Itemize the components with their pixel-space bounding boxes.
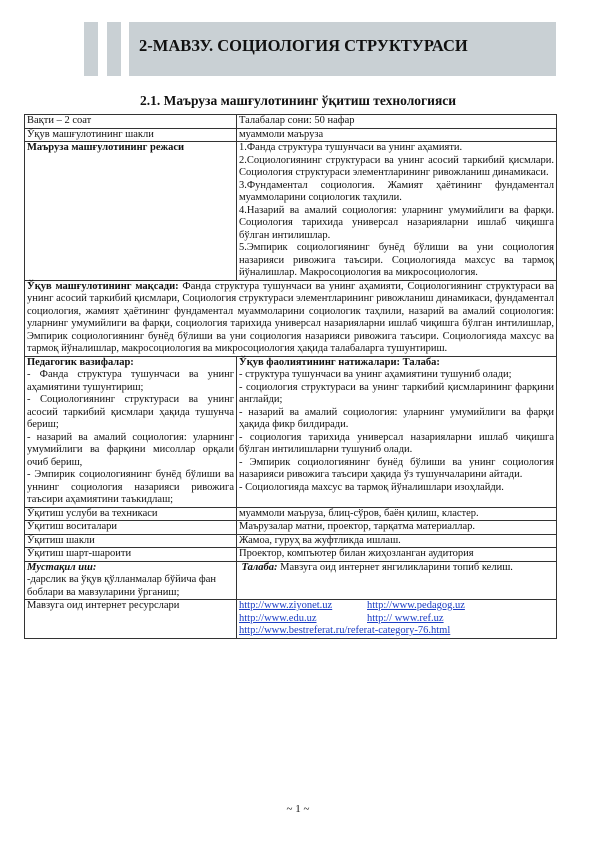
plan-label: Маъруза машғулотининг режаси [25, 142, 237, 281]
methods-label: Ўқитиш услуби ва техникаси [25, 507, 237, 521]
result-item: - структура тушунчаси ва унинг аҳамиятини тушуниб олади; [239, 369, 512, 380]
result-item: - социология структураси ва унинг таркибий қисмларининг фарқини англайди; [239, 381, 554, 405]
resource-link[interactable]: http://www.edu.uz [239, 612, 317, 624]
teach-form-value: Жамоа, гуруҳ ва жуфтликда ишлаш. [237, 534, 557, 548]
header-band [129, 22, 556, 76]
result-item: - Эмпирик социологиянинг бунёд бўлиши ва унинг социология назарияси ривожига таъсири ҳақида ўз тушунчаларини айтади. [239, 456, 554, 480]
result-item: - Социологияда махсус ва тармоқ йўналишлари изоҳлайди. [239, 481, 504, 493]
tasks-cell [25, 356, 237, 507]
resource-link[interactable]: http://www.ziyonet.uz [239, 600, 333, 611]
plan-item: 5.Эмпирик социологиянинг бунёд бўлиши ва уни социология назарияси ривожига таъсири. Социологияда махсус ва тармоқ йўналишлар. Макросоциология ва микросоциология. [239, 242, 554, 278]
table-row [25, 128, 557, 142]
form-value: муаммоли маъруза [237, 128, 557, 142]
goal-cell [25, 280, 557, 356]
results-label: Ўқув фаолиятининг натижалари: Талаба: [239, 356, 440, 368]
resources-links [237, 600, 557, 639]
task-item: - Фанда структура тушунчаси ва унинг аҳамиятини тушунтириш; [27, 369, 234, 393]
table-row [25, 534, 557, 548]
result-item: - социология тарихида универсал назарияларни ишлаб чиқишга бўлган интилишларни тушуниб олади. [239, 431, 554, 455]
resource-link[interactable]: http://www.bestreferat.ru/referat-category-76.html [239, 625, 451, 636]
tools-value: Маърузалар матни, проектор, тарқатма материаллар. [237, 521, 557, 535]
table-row [25, 521, 557, 535]
independent-label: Мустақил иш: [27, 561, 97, 573]
table-row [25, 548, 557, 562]
plan-items [237, 142, 557, 281]
methods-value: муаммоли маъруза, блиц-сўров, баён қилиш, кластер. [237, 507, 557, 521]
time-cell: Вақти – 2 соат [25, 115, 237, 129]
form-label: Ўқув машғулотининг шакли [25, 128, 237, 142]
result-item: - назарий ва амалий социология: уларнинг умумийлиги ва фарқи ҳақида фикр билдиради. [239, 406, 554, 430]
table-row [25, 600, 557, 639]
header-deco-bar [84, 22, 98, 76]
table-row [25, 115, 557, 129]
goal-text: Фанда структура тушунчаси ва унинг аҳамияти, Социологиянинг структураси ва унинг асосий таркибий қисмлари, Социология структураси элементларининг ривожланиш динамикаси, фундаментал социология, жамият ҳаётининг фундаментал муаммоларини социологик таҳлили, назарий ва амалий социология: уларнинг умумийлиги ва фарқи, социология тарихида универсал назарияларни ишлаб чиқишга бўлган интилишлар, Эмпирик социологиянинг бунёд бўлиши ва уни социология назарияси ривожига таъсири. Социологияда махсус ва тармоқ йўналишлар, макросоциология ва микросоциология ҳақида талабаларга тушунтириш. [27, 280, 554, 354]
plan-item: 3.Фундаментал социология. Жамият ҳаётининг фундаментал муаммоларини социологик таҳлили. [239, 179, 554, 203]
table-row [25, 280, 557, 356]
independent-text: -дарслик ва ўқув қўлланмалар бўйича фан боблари ва мавзуларини ўрганиш; [27, 574, 216, 598]
table-row [25, 356, 557, 507]
student-task-cell [237, 561, 557, 600]
student-task-text: Мавзуга оид интернет янгиликларини топиб келиш. [280, 561, 513, 573]
plan-item: 1.Фанда структура тушунчаси ва унинг аҳамияти. [239, 142, 463, 153]
task-item: - Эмпирик социологиянинг бунёд бўлиши ва уннинг социология назарияси ривожига таъсири аҳамиятини таъкидлаш; [27, 469, 234, 505]
resources-label: Мавзуга оид интернет ресурслари [25, 600, 237, 639]
conditions-value: Проектор, компъютер билан жиҳозланган аудитория [237, 548, 557, 562]
section-title: 2.1. Маъруза машғулотининг ўқитиш технологияси [139, 93, 457, 108]
teach-form-label: Ўқитиш шакли [25, 534, 237, 548]
header-banner [84, 22, 556, 76]
table-row [25, 561, 557, 600]
independent-cell [25, 561, 237, 600]
tools-label: Ўқитиш воситалари [25, 521, 237, 535]
tasks-label: Педагогик вазифалар: [27, 356, 134, 368]
task-item: - назарий ва амалий социология: уларнинг умумийлиги ва фарқини мисоллар орқали очиб бериш, [27, 431, 234, 468]
goal-label: Ўқув машғулотининг мақсади: [27, 280, 179, 292]
header-deco-bar [107, 22, 121, 76]
table-row [25, 507, 557, 521]
plan-item: 4.Назарий ва амалий социология: уларнинг умумийлиги ва фарқи. Социология тарихида универсал назарияларни ишлаб чиқишга бўлган интилишлар. [239, 204, 554, 241]
page-number: ~ 1 ~ [286, 803, 310, 815]
student-task-label: Талаба: [241, 561, 278, 573]
students-cell: Талабалар сони: 50 нафар [237, 115, 557, 129]
conditions-label: Ўқитиш шарт-шароити [25, 548, 237, 562]
resource-link[interactable]: http:// www.ref.uz [367, 612, 444, 624]
plan-item: 2.Социологиянинг структураси ва унинг асосий таркибий қисмлари. Социология структураси элементларининг ривожланиш динамикаси. [239, 154, 554, 178]
lesson-plan-table [24, 114, 557, 639]
task-item: - Социологиянинг структураси ва унинг асосий таркибий қисмлари ҳақида тушунча бериш; [27, 394, 234, 430]
resource-link[interactable]: http://www.pedagog.uz [367, 600, 465, 611]
results-cell [237, 356, 557, 507]
topic-title: 2-МАВЗУ. СОЦИОЛОГИЯ СТРУКТУРАСИ [139, 36, 468, 55]
table-row [25, 142, 557, 281]
